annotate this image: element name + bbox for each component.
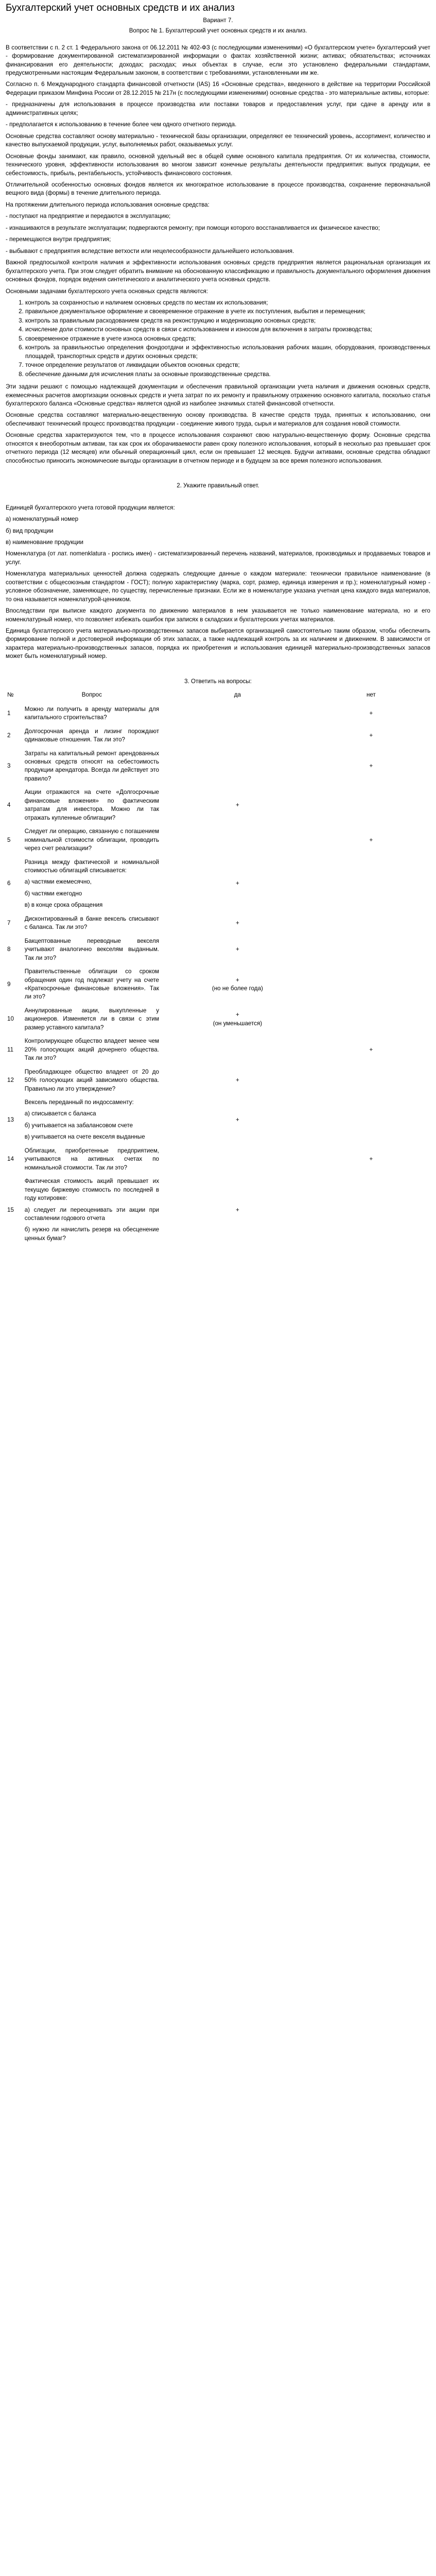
- paragraph: Впоследствии при выписке каждого документа по движению материалов в нем указывается не только наименование материала, но и его номенклатурный номер, что позволяет избежать ошибок при записях в складских и бухгалтерских учетах материалов.: [6, 607, 430, 623]
- table-row: [6, 1175, 428, 1245]
- paragraph: Важной предпосылкой контроля наличия и эффективности использования основных средств предприятия является рациональная организация их бухгалтерского учета. При этом следует обратить внимание на обоснованную классификацию и правильность документального оформления движения основных фондов, порядок ведения синтетического и аналитического учета основных средств.: [6, 259, 430, 283]
- answer-yes: [161, 825, 315, 855]
- paragraph: б) вид продукции: [6, 527, 54, 534]
- document: [0, 0, 436, 1256]
- row-number: 15: [7, 1206, 14, 1213]
- list-item: 5. своевременное отражение в учете износа основных средств;: [25, 335, 430, 343]
- table-row: [6, 1065, 428, 1096]
- question-option: а) следует ли переоценивать эти акции при составлении годового отчета: [24, 1206, 160, 1222]
- variant-label: Вариант 7.: [203, 16, 233, 24]
- intro-section: [6, 44, 430, 296]
- list-item: 1. контроль за сохранностью и наличием основных средств по местам их использования;: [25, 299, 430, 307]
- table-row: [6, 1144, 428, 1175]
- question-option: а) частями ежемесячно,: [24, 878, 92, 886]
- question-heading: Вопрос № 1. Бухгалтерский учет основных средств и их анализ.: [129, 27, 307, 35]
- row-question: [23, 1035, 161, 1065]
- row-question: [23, 965, 161, 1004]
- list-item: 7. точное определение результатов от ликвидации объектов основных средств;: [25, 361, 430, 369]
- row-number: 1: [7, 709, 11, 717]
- table-row: [6, 1035, 428, 1065]
- answer-no: +: [369, 836, 373, 843]
- answer-yes: +: [236, 802, 239, 809]
- answer-no: [315, 1175, 428, 1245]
- row-number: 3: [7, 762, 11, 770]
- answer-yes: +: [236, 1116, 239, 1123]
- table-row: [6, 747, 428, 786]
- table-row: [6, 703, 428, 725]
- row-number: 7: [7, 920, 11, 927]
- answer-yes: [161, 703, 315, 725]
- answer-no: +: [369, 709, 373, 717]
- row-question: [23, 856, 161, 912]
- paragraph: Согласно п. 6 Международного стандарта финансовой отчетности (IAS) 16 «Основные средства», введенного в действие на территории Российской Федерации приказом Минфина России от 28.12.2015 № 217н (с последующими изменениями) основные средства - это материальные активы, которые:: [6, 81, 430, 96]
- question-option: а) списывается с баланса: [24, 1110, 96, 1117]
- question-option: б) частями ежегодно: [24, 890, 82, 897]
- row-question: [23, 725, 161, 747]
- table-header-row: [6, 689, 428, 702]
- col-yes-header: да: [234, 691, 241, 699]
- paragraph: - предполагается к использованию в течение более чем одного отчетного периода.: [6, 121, 237, 128]
- row-number: 4: [7, 802, 11, 809]
- list-item: 2. правильное документальное оформление и своевременное отражение в учете их поступления, выбытия и перемещения;: [25, 308, 430, 316]
- table-row: [6, 1096, 428, 1144]
- row-number: 5: [7, 836, 11, 843]
- row-question: [23, 1065, 161, 1096]
- paragraph: На протяжении длительного периода использования основные средства:: [6, 201, 210, 208]
- question-option: б) учитывается на забалансовом счете: [24, 1122, 133, 1129]
- row-number: 14: [7, 1156, 14, 1163]
- paragraph: Основные средства характеризуются тем, что в процессе использования сохраняют свою натурально-вещественную форму. Основные средства относятся к внеоборотным активам, так как срок их оборачиваемости равен сроку полезного использования, который в несколько раз превышает срок отчетного периода (12 месяцев) или обычный операционный цикл, если он превышает 12 месяцев. Будучи активами, основные средства обладают способностью приносить экономические выгоды организации в отчетном периоде и в будущем за все время полезного использования.: [6, 432, 430, 464]
- paragraph: - выбывают с предприятия вследствие ветхости или нецелесообразности дальнейшего использования.: [6, 247, 294, 255]
- question-text: Преобладающее общество владеет от 20 до 50% голосующих акций зависимого общества. Правильно ли это утверждение?: [24, 1068, 160, 1092]
- task3-heading: 3. Ответить на вопросы:: [184, 677, 252, 685]
- question-text: Облигации, приобретенные предприятием, учитываются на активных счетах по номинальной стоимости. Так ли это?: [24, 1147, 160, 1171]
- answer-no: [315, 856, 428, 912]
- paragraph: - изнашиваются в результате эксплуатации; подвергаются ремонту; при помощи которого восстанавливается их физическое качество;: [6, 224, 380, 231]
- table-row: [6, 1004, 428, 1035]
- question-text: Дисконтированный в банке вексель списывают с баланса. Так ли это?: [24, 915, 160, 931]
- paragraph: - поступают на предприятие и передаются в эксплуатацию;: [6, 213, 171, 220]
- row-question: [23, 935, 161, 965]
- tasks-list: [6, 299, 430, 379]
- row-number: 13: [7, 1116, 14, 1123]
- question-option: в) учитывается на счете векселя выданные: [24, 1133, 145, 1141]
- answer-yes: +: [236, 880, 239, 887]
- task2-section: [6, 504, 430, 661]
- answer-no: [315, 912, 428, 935]
- answer-yes: + (он уменьшается): [213, 1011, 263, 1027]
- answer-no: +: [369, 762, 373, 770]
- paragraph: - предназначены для использования в процессе производства или поставки товаров и предоставления услуг, при сдаче в аренду или в административных целях;: [6, 101, 430, 116]
- answer-no: +: [369, 732, 373, 739]
- table-row: [6, 786, 428, 825]
- row-question: [23, 1004, 161, 1035]
- paragraph: Номенклатура материальных ценностей должна содержать следующие данные о каждом материале: технически правильное наименование (в соответствии с общесоюзным стандартом - ГОСТ); полную характеристику (марка, сорт, размер, единица измерения и пр.); номенклатурный номер - условное обозначение, заменяющее, по существу, перечисленные признаки. Если же в номенклатуре указана учетная цена каждого вида материалов, то она называется номенклатурой-ценником.: [6, 570, 430, 603]
- row-question: [23, 912, 161, 935]
- paragraph: Номенклатура (от лат. nomenklatura - роспись имен) - систематизированный перечень названий, материалов, производимых и продаваемых товаров и услуг.: [6, 550, 430, 566]
- answer-no: +: [369, 1156, 373, 1163]
- row-number: 8: [7, 946, 11, 953]
- question-text: Правительственные облигации со сроком обращения один год подлежат учету на счете «Краткосрочные финансовые вложения». Так ли это?: [24, 968, 160, 1001]
- row-number: 9: [7, 980, 11, 988]
- question-text: Следует ли операцию, связанную с погашением номинальной стоимости облигации, проводить через счет реализации?: [24, 828, 160, 852]
- paragraph: Основные фонды занимают, как правило, основной удельный вес в общей сумме основного капитала предприятия. От их количества, стоимости, технического уровня, эффективности использования во многом зависит конечные результаты деятельности предприятия: выпуск продукции, ее себестоимость, прибыль, рентабельность, устойчивость финансового состояния.: [6, 152, 430, 177]
- row-question: [23, 703, 161, 725]
- answer-no: [315, 1096, 428, 1144]
- table-row: [6, 825, 428, 855]
- table-row: [6, 856, 428, 912]
- row-number: 2: [7, 732, 11, 739]
- paragraph: а) номенклатурный номер: [6, 516, 79, 523]
- row-question: [23, 747, 161, 786]
- col-no-header: нет: [367, 691, 376, 699]
- list-item: 8. обеспечение данными для исчисления платы за основные производственные средства.: [25, 370, 430, 379]
- row-number: 6: [7, 880, 11, 887]
- answer-yes: +: [236, 1206, 239, 1213]
- list-item: 3. контроль за правильным расходованием средств на реконструкцию и модернизацию основных средств;: [25, 317, 430, 325]
- answer-yes: [161, 1035, 315, 1065]
- paragraph: в) наименование продукции: [6, 538, 84, 546]
- answer-no: [315, 786, 428, 825]
- question-text: Фактическая стоимость акций превышает их текущую биржевую стоимость по последней в году котировке:: [24, 1178, 160, 1202]
- answers-table: [6, 689, 428, 1245]
- question-text: Затраты на капитальный ремонт арендованных основных средств относят на себестоимость продукции арендатора. Всегда ли действует это правило?: [24, 750, 160, 782]
- col-num-header: №: [7, 691, 14, 699]
- table-row: [6, 935, 428, 965]
- answer-yes: [161, 725, 315, 747]
- table-row: [6, 912, 428, 935]
- question-text: Акции отражаются на счете «Долгосрочные финансовые вложения» по фактическим затратам для инвестора. Можно ли так отражать купленные облигации?: [24, 789, 160, 821]
- question-text: Долгосрочная аренда и лизинг порождают одинаковые отношения. Так ли это?: [24, 727, 160, 743]
- table-row: [6, 965, 428, 1004]
- paragraph: В соответствии с п. 2 ст. 1 Федерального закона от 06.12.2011 № 402-ФЗ (с последующими изменениями) «О бухгалтерском учете» бухгалтерский учет - формирование документированной систематизированной информации о фактах хозяйственной жизни; активах; обязательствах; источниках финансирования его деятельности; доходах; расходах; иных объектах в случае, если это установлено федеральными стандартами, предусмотренными настоящим Федеральным законом, в соответствии с требованиями, установленными им же.: [6, 44, 430, 77]
- question-option: в) в конце срока обращения: [24, 902, 103, 909]
- row-question: [23, 1144, 161, 1175]
- col-question-header: Вопрос: [81, 691, 102, 699]
- row-number: 10: [7, 1015, 14, 1023]
- answer-yes: [161, 747, 315, 786]
- question-text: Аннулированные акции, выкупленные у акционеров. Изменяется ли в связи с этим размер уставного капитала?: [24, 1007, 160, 1031]
- answer-no: [315, 1065, 428, 1096]
- paragraph: Основными задачами бухгалтерского учета основных средств являются:: [6, 287, 208, 295]
- row-question: [23, 1175, 161, 1245]
- paragraph: - перемещаются внутри предприятия;: [6, 236, 111, 243]
- paragraph: Эти задачи решают с помощью надлежащей документации и обеспечения правильной организации учета наличия и движения основных средств, ежемесячных расчетов амортизации основных средств и учета затрат по их ремонту и правильному отражению основного капитала, посколько статья бухгалтерского баланса «Основные средства» является одной из наиболее значимых статей финансовой отчетности.: [6, 383, 430, 407]
- after-tasks-section: [6, 383, 430, 465]
- question-text: Можно ли получить в аренду материалы для капитального строительства?: [24, 705, 160, 721]
- question-text: Бакцептованные переводные векселя учитывают аналогично векселям выданным. Так ли это?: [24, 937, 160, 961]
- paragraph: Отличительной особенностью основных фондов является их многократное использование в процессе производства, сохранение первоначальной вещного вида (формы) в течение длительного периода.: [6, 181, 430, 197]
- paragraph: Основные средства составляют основу материально - технической базы организации, определяют ее технический уровень, ассортимент, количество и качество выпускаемой продукции, услуг, выполняемых работ, оказываемых услуг.: [6, 132, 430, 148]
- answer-yes: +: [236, 946, 239, 953]
- answer-no: [315, 1004, 428, 1035]
- paragraph: Основные средства составляют материально-вещественную основу производства. В качестве средств труда, принятых к использованию, они обеспечивают технический процесс производства продукции - соединение живого труда, сырья и материалов для создания новой стоимости.: [6, 412, 430, 427]
- question-option: б) нужно ли начислить резерв на обесценение ценных бумаг?: [24, 1226, 160, 1242]
- answer-no: +: [369, 1046, 373, 1053]
- question-text: Вексель переданный по индоссаменту:: [24, 1098, 134, 1106]
- row-question: [23, 786, 161, 825]
- list-item: 6. контроль за правильностью определения фондоотдачи и эффективностью использования рабочих машин, оборудования, производственных площадей, транспортных средств и других основных средств;: [25, 344, 430, 361]
- paragraph: Единица бухгалтерского учета материально-производственных запасов выбирается организацией самостоятельно таким образом, чтобы обеспечить формирование полной и достоверной информации об этих запасах, а также надлежащий контроль за их наличием и движением. В зависимости от характера материально-производственных запасов, порядка их приобретения и использования единицей материально-производственных запасов может быть номенклатурный номер.: [6, 628, 430, 660]
- answer-no: [315, 965, 428, 1004]
- row-question: [23, 825, 161, 855]
- question-text: Разница между фактической и номинальной стоимостью облигаций списывается:: [24, 858, 160, 874]
- task2-heading: 2. Укажите правильный ответ.: [177, 482, 259, 489]
- row-number: 12: [7, 1077, 14, 1084]
- page-title: Бухгалтерский учет основных средств и их анализ: [6, 3, 235, 13]
- list-item: 4. исчисление доли стоимости основных средств в связи с использованием и износом для включения в затраты производства;: [25, 326, 430, 334]
- answer-yes: [161, 1144, 315, 1175]
- paragraph: Единицей бухгалтерского учета готовой продукции является:: [6, 504, 175, 511]
- question-text: Контролирующее общество владеет менее чем 20% голосующих акций дочернего общества. Так ли это?: [24, 1038, 160, 1062]
- row-number: 11: [7, 1046, 14, 1053]
- row-question: [23, 1096, 161, 1144]
- answer-yes: +: [236, 1077, 239, 1084]
- answer-yes: +: [236, 920, 239, 927]
- answer-yes: + (но не более года): [212, 976, 263, 992]
- answer-no: [315, 935, 428, 965]
- table-row: [6, 725, 428, 747]
